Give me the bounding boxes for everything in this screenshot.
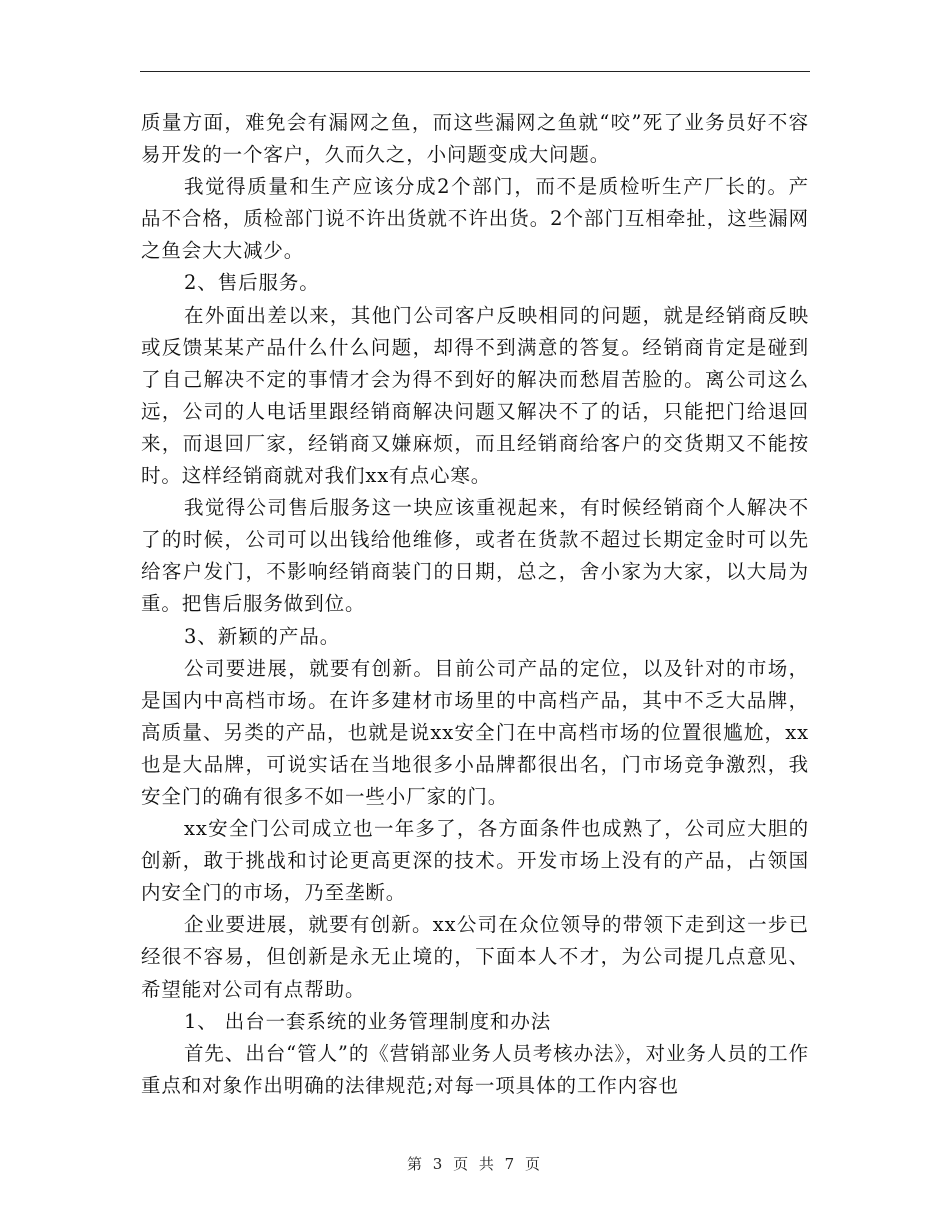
paragraph: 企业要进展，就要有创新。xx公司在众位领导的带领下走到这一步已经很不容易，但创新是永无止境的，下面本人不才，为公司提几点意见、希望能对公司有点帮助。 bbox=[141, 913, 809, 1001]
paragraph: 我觉得公司售后服务这一块应该重视起来，有时候经销商个人解决不了的时候，公司可以出钱给他维修，或者在货款不超过长期定金时可以先给客户发门，不影响经销商装门的日期，总之，舍小家为大家，以大局为重。把售后服务做到位。 bbox=[141, 496, 809, 616]
section-heading: 2、售后服务。 bbox=[184, 271, 320, 295]
paragraph: 首先、出台“管人”的《营销部业务人员考核办法》，对业务人员的工作重点和对象作出明确的法律规范;对每一项具体的工作内容也 bbox=[141, 1041, 809, 1097]
paragraph: 公司要进展，就要有创新。目前公司产品的定位，以及针对的市场，是国内中高档市场。在许多建材市场里的中高档产品，其中不乏大品牌，高质量、另类的产品，也就是说xx安全门在中高档市场的位置很尴尬，xx也是大品牌，可说实话在当地很多小品牌都很出名，门市场竞争激烈，我安全门的确有很多不如一些小厂家的门。 bbox=[141, 656, 809, 808]
section-heading: 1、 出台一套系统的业务管理制度和办法 bbox=[184, 1009, 552, 1033]
paragraph: 质量方面，难免会有漏网之鱼，而这些漏网之鱼就“咬”死了业务员好不容易开发的一个客户，久而久之，小问题变成大问题。 bbox=[141, 111, 809, 167]
document-body bbox=[141, 107, 809, 1102]
paragraph: xx安全门公司成立也一年多了，各方面条件也成熟了，公司应大胆的创新，敢于挑战和讨论更高更深的技术。开发市场上没有的产品，占领国内安全门的市场，乃至垄断。 bbox=[141, 817, 809, 905]
page-number: 第 3 页 共 7 页 bbox=[407, 1155, 543, 1173]
section-heading: 3、新颖的产品。 bbox=[184, 624, 341, 648]
paragraph: 在外面出差以来，其他门公司客户反映相同的问题，就是经销商反映或反馈某某产品什么什么问题，却得不到满意的答复。经销商肯定是碰到了自己解决不定的事情才会为得不到好的解决而愁眉苦脸的。离公司这么远，公司的人电话里跟经销商解决问题又解决不了的话，只能把门给退回来，而退回厂家，经销商又嫌麻烦，而且经销商给客户的交货期又不能按时。这样经销商就对我们xx有点心寒。 bbox=[141, 303, 809, 488]
header-rule bbox=[140, 71, 810, 72]
paragraph: 我觉得质量和生产应该分成2个部门，而不是质检听生产厂长的。产品不合格，质检部门说不许出货就不许出货。2个部门互相牵扯，这些漏网之鱼会大大减少。 bbox=[141, 175, 809, 263]
